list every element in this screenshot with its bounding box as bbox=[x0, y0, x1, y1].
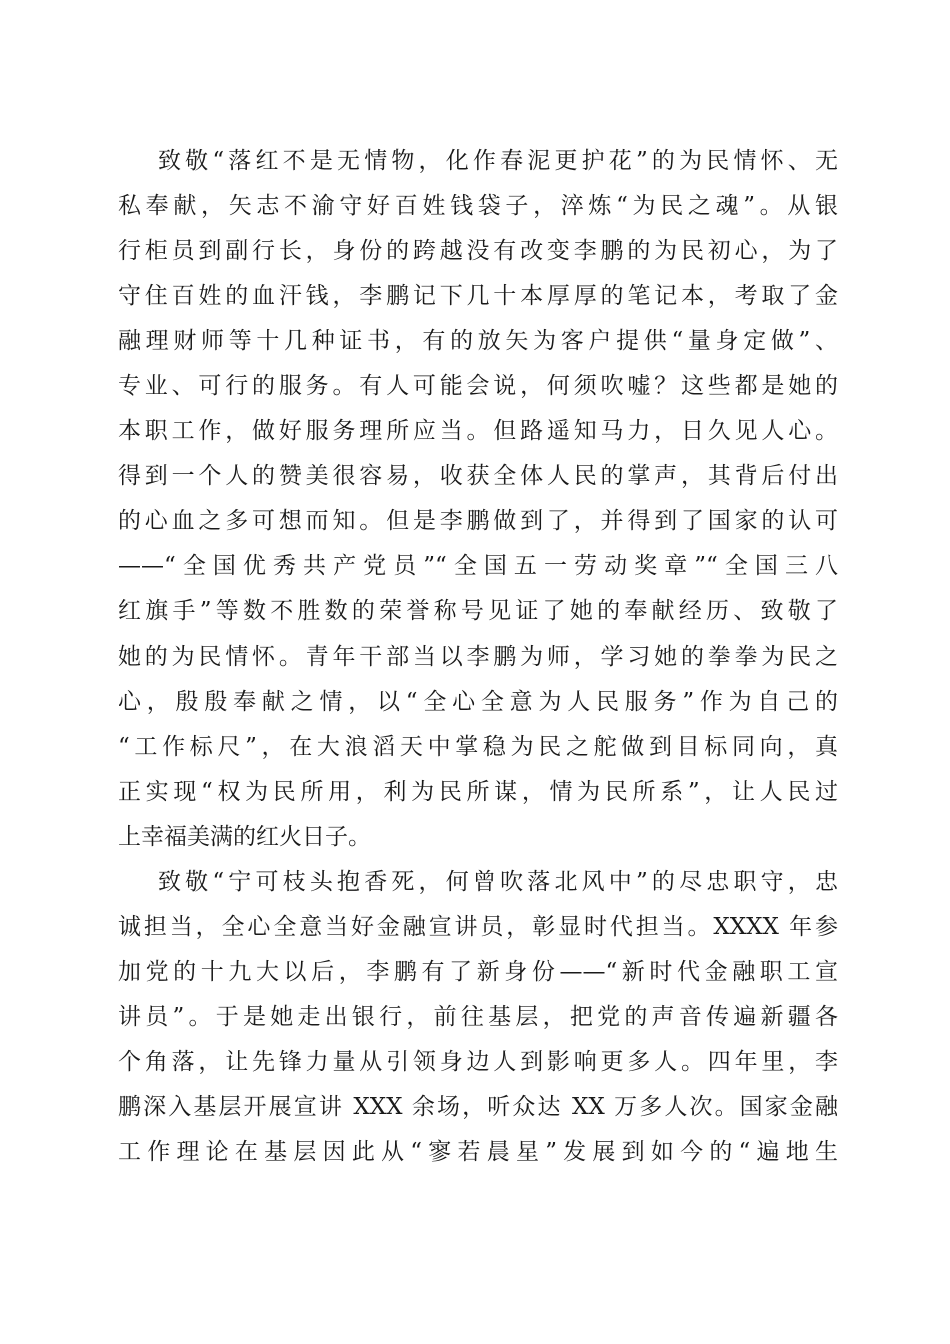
paragraph-1-line-13: 心，殷殷奉献之情，以“全心全意为人民服务”作为自己的 bbox=[118, 688, 838, 715]
paragraph-1-line-5: 融理财师等十几种证书，有的放矢为客户提供“量身定做”、 bbox=[118, 328, 838, 355]
paragraph-1-line-6: 专业、可行的服务。有人可能会说，何须吹嘘？这些都是她的 bbox=[118, 373, 838, 400]
paragraph-1-line-4: 守住百姓的血汗钱，李鹏记下几十本厚厚的笔记本，考取了金 bbox=[118, 283, 838, 310]
paragraph-1-line-7: 本职工作，做好服务理所应当。但路遥知马力，日久见人心。 bbox=[118, 418, 838, 445]
paragraph-1-line-10: ——“全国优秀共产党员”“全国五一劳动奖章”“全国三八 bbox=[118, 553, 838, 580]
paragraph-2-line-6: 鹏深入基层开展宣讲 XXX 余场，听众达 XX 万多人次。国家金融 bbox=[118, 1093, 838, 1120]
paragraph-1-line-16: 上幸福美满的红火日子。 bbox=[118, 823, 371, 850]
paragraph-2-line-2: 诚担当，全心全意当好金融宣讲员，彰显时代担当。XXXX 年参 bbox=[118, 913, 838, 940]
paragraph-2-line-5: 个角落，让先锋力量从引领身边人到影响更多人。四年里，李 bbox=[118, 1048, 838, 1075]
paragraph-2-line-3: 加党的十九大以后，李鹏有了新身份——“新时代金融职工宣 bbox=[118, 958, 838, 985]
paragraph-1-line-11: 红旗手”等数不胜数的荣誉称号见证了她的奉献经历、致敬了 bbox=[118, 598, 838, 625]
paragraph-1-line-9: 的心血之多可想而知。但是李鹏做到了，并得到了国家的认可 bbox=[118, 508, 838, 535]
paragraph-1-line-1: 致敬“落红不是无情物，化作春泥更护花”的为民情怀、无 bbox=[158, 148, 838, 174]
paragraph-1-line-12: 她的为民情怀。青年干部当以李鹏为师，学习她的拳拳为民之 bbox=[118, 643, 838, 670]
paragraph-2-line-7: 工作理论在基层因此从“寥若晨星”发展到如今的“遍地生 bbox=[118, 1139, 838, 1166]
paragraph-2-line-1: 致敬“宁可枝头抱香死，何曾吹落北风中”的尽忠职守，忠 bbox=[158, 868, 838, 895]
paragraph-2-line-4: 讲员”。于是她走出银行，前往基层，把党的声音传遍新疆各 bbox=[118, 1003, 838, 1030]
paragraph-1-line-14: “工作标尺”，在大浪滔天中掌稳为民之舵做到目标同向，真 bbox=[118, 733, 838, 760]
paragraph-1-line-8: 得到一个人的赞美很容易，收获全体人民的掌声，其背后付出 bbox=[118, 463, 838, 490]
body-text bbox=[118, 139, 838, 1175]
paragraph-1-line-2: 私奉献，矢志不渝守好百姓钱袋子，淬炼“为民之魂”。从银 bbox=[118, 193, 838, 220]
paragraph-1-line-15: 正实现“权为民所用，利为民所谋，情为民所系”，让人民过 bbox=[118, 778, 838, 805]
paragraph-1-line-3: 行柜员到副行长，身份的跨越没有改变李鹏的为民初心，为了 bbox=[118, 238, 838, 265]
